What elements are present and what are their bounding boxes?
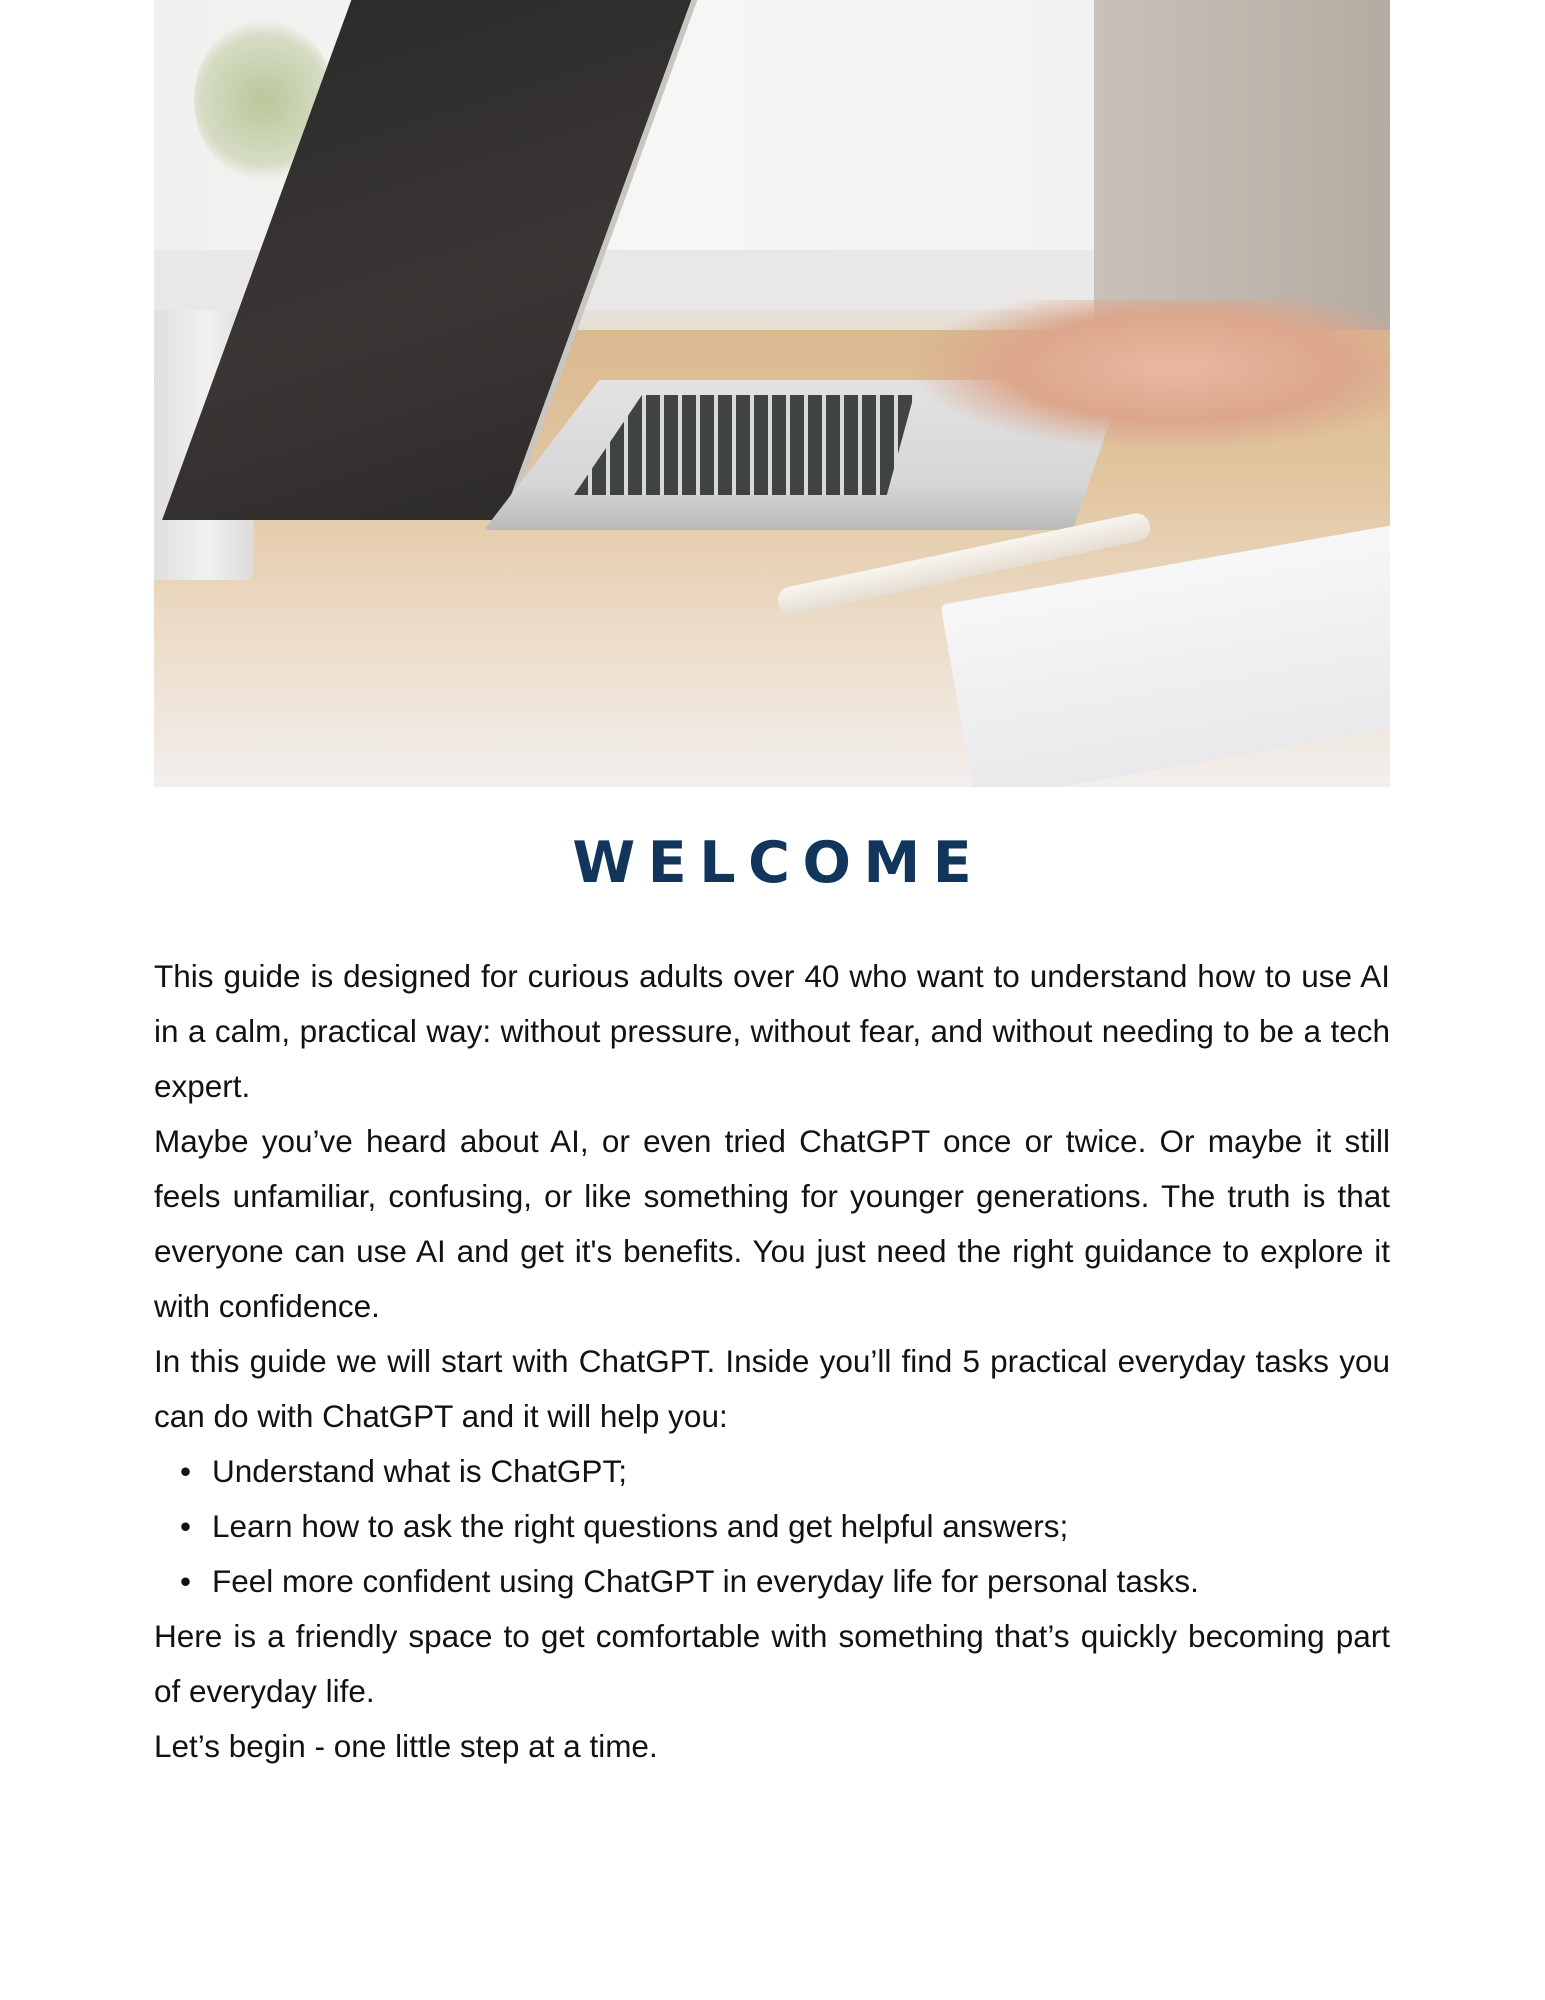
intro-paragraph: This guide is designed for curious adults over 40 who want to understand how to use AI in a calm, practical way: without pressure, without fear, and without needing to be a tech expert. (154, 958, 1390, 1104)
sign-off: Let’s begin - one little step at a time. (154, 1728, 658, 1764)
list-item: • Understand what is ChatGPT; (212, 1444, 1390, 1499)
list-item: • Feel more confident using ChatGPT in everyday life for personal tasks. (212, 1554, 1390, 1609)
list-item: • Learn how to ask the right questions and get helpful answers; (212, 1499, 1390, 1554)
benefits-list (154, 1444, 1390, 1609)
context-paragraph: Maybe you’ve heard about AI, or even tried ChatGPT once or twice. Or maybe it still feels unfamiliar, confusing, or like something for younger generations. The truth is that everyone can use AI and get it's benefits. You just need the right guidance to explore it with confidence. (154, 1123, 1390, 1324)
hand (914, 300, 1390, 450)
closing-paragraph: Here is a friendly space to get comfortable with something that’s quickly becoming part of everyday life. (154, 1618, 1390, 1709)
hero-image (154, 0, 1390, 787)
welcome-body (154, 949, 1390, 1774)
guide-paragraph: In this guide we will start with ChatGPT. Inside you’ll find 5 practical everyday tasks you can do with ChatGPT and it will help you: (154, 1343, 1390, 1434)
page-title: WELCOME (572, 830, 985, 896)
